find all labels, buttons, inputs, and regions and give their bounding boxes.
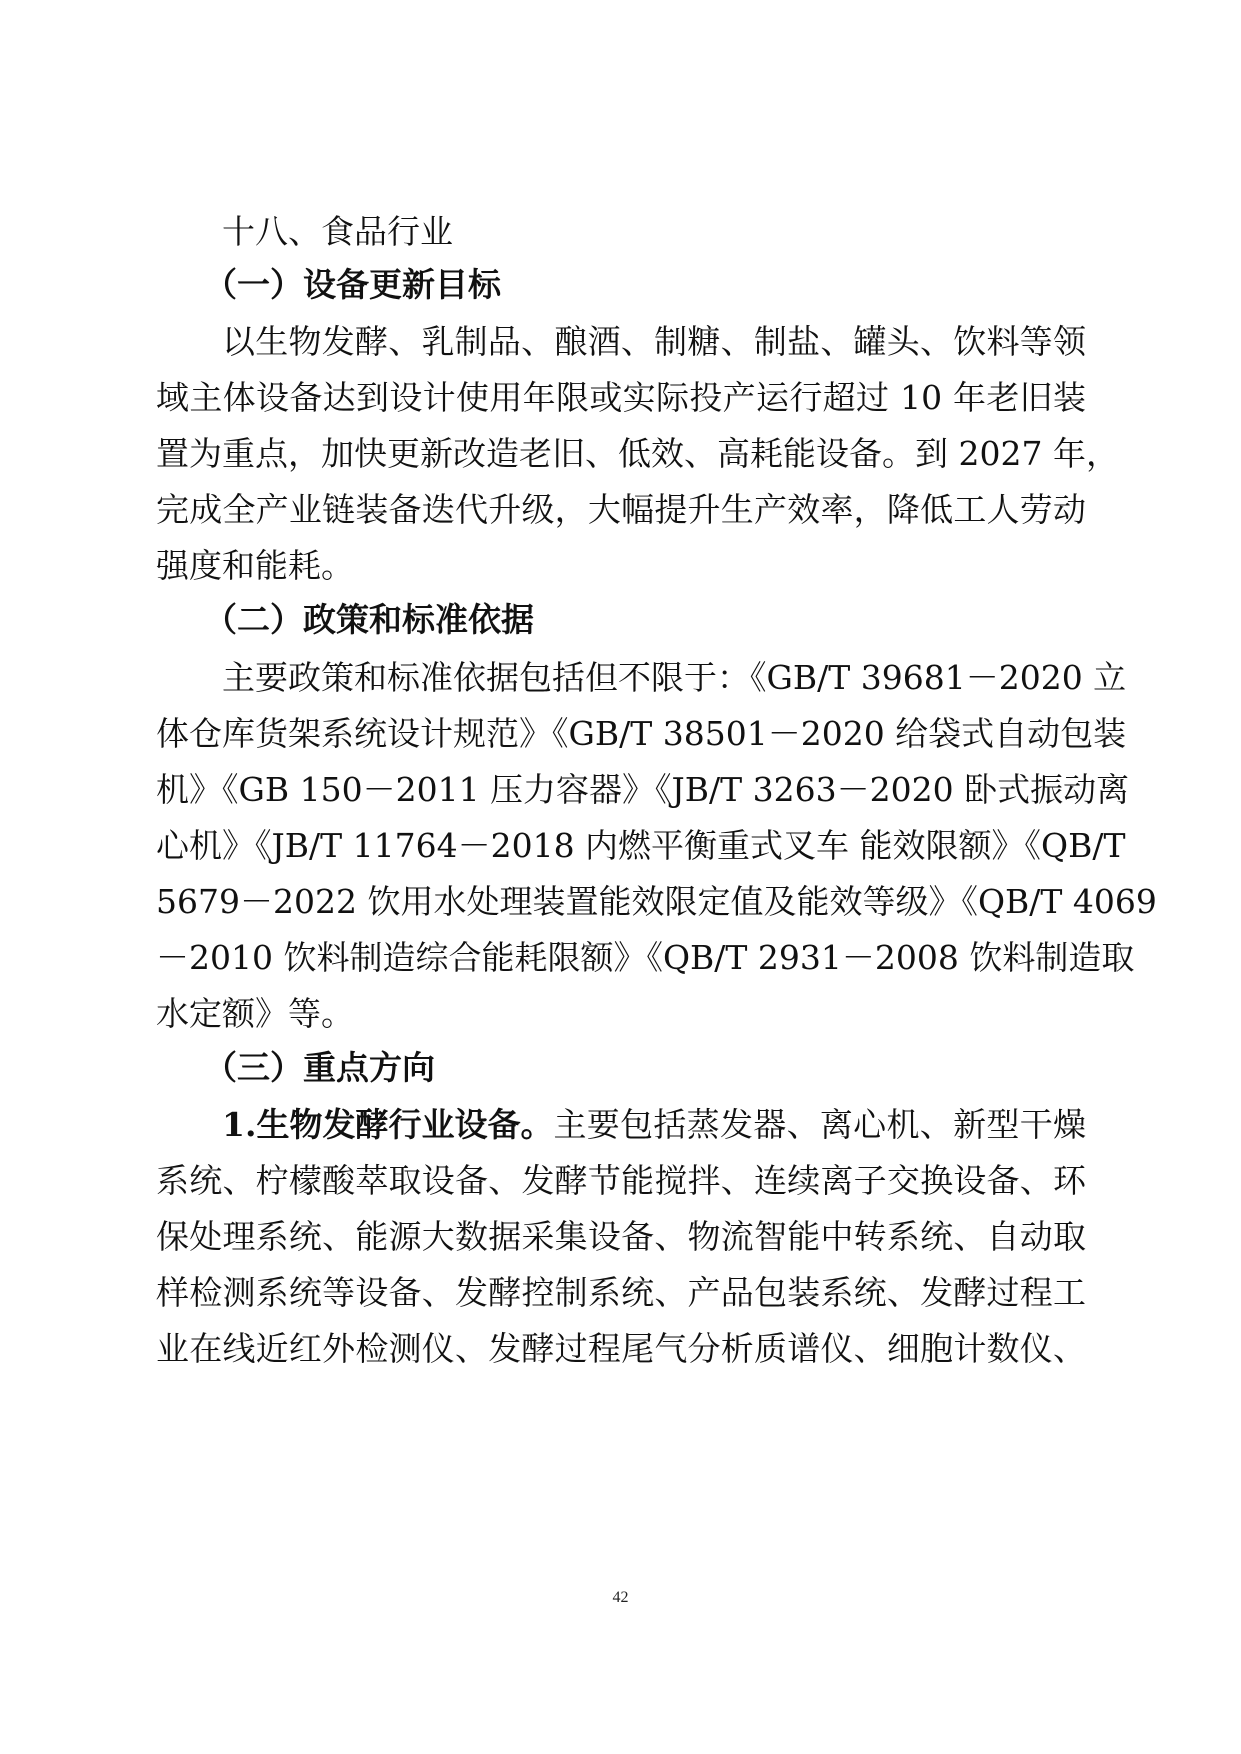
paragraph-line: 业在线近红外检测仪、发酵过程尾气分析质谱仪、细胞计数仪、 [156,1329,1086,1368]
paragraph-line: 机》《GB 150－2011 压力容器》《JB/T 3263－2020 卧式振动离 [156,770,1130,809]
paragraph-line: 域主体设备达到设计使用年限或实际投产运行超过 10 年老旧装 [156,378,1086,417]
paragraph-line: 样检测系统等设备、发酵控制系统、产品包装系统、发酵过程工 [156,1273,1086,1312]
paragraph-line: －2010 饮料制造综合能耗限额》《QB/T 2931－2008 饮料制造取 [156,938,1135,977]
subsection-heading-3: （三）重点方向 [204,1048,435,1087]
subsection-heading-2: （二）政策和标准依据 [204,600,534,639]
paragraph-line: 5679－2022 饮用水处理装置能效限定值及能效等级》《QB/T 4069 [156,882,1157,921]
paragraph-line: 体仓库货架系统设计规范》《GB/T 38501－2020 给袋式自动包装 [156,714,1127,753]
paragraph-line: 心机》《JB/T 11764－2018 内燃平衡重式叉车 能效限额》《QB/T [156,826,1126,865]
section-title: 十八、食品行业 [222,212,453,251]
paragraph-line [222,1105,1086,1145]
paragraph-line: 保处理系统、能源大数据采集设备、物流智能中转系统、自动取 [156,1217,1086,1256]
paragraph-line: 置为重点，加快更新改造老旧、低效、高耗能设备。到 2027 年， [156,434,1119,473]
paragraph-line: 以生物发酵、乳制品、酿酒、制糖、制盐、罐头、饮料等领 [222,322,1086,361]
paragraph-line: 完成全产业链装备迭代升级，大幅提升生产效率，降低工人劳动 [156,490,1086,529]
subsection-heading-1: （一）设备更新目标 [204,265,501,304]
item-text: 主要包括蒸发器、离心机、新型干燥 [553,1105,1086,1144]
page-number: 42 [612,1589,629,1606]
paragraph-line: 主要政策和标准依据包括但不限于：《GB/T 39681－2020 立 [222,658,1127,697]
item-lead: 1.生物发酵行业设备。 [222,1105,554,1144]
paragraph-line: 水定额》等。 [156,994,354,1033]
paragraph-line: 强度和能耗。 [156,546,354,585]
paragraph-line: 系统、柠檬酸萃取设备、发酵节能搅拌、连续离子交换设备、环 [156,1161,1086,1200]
